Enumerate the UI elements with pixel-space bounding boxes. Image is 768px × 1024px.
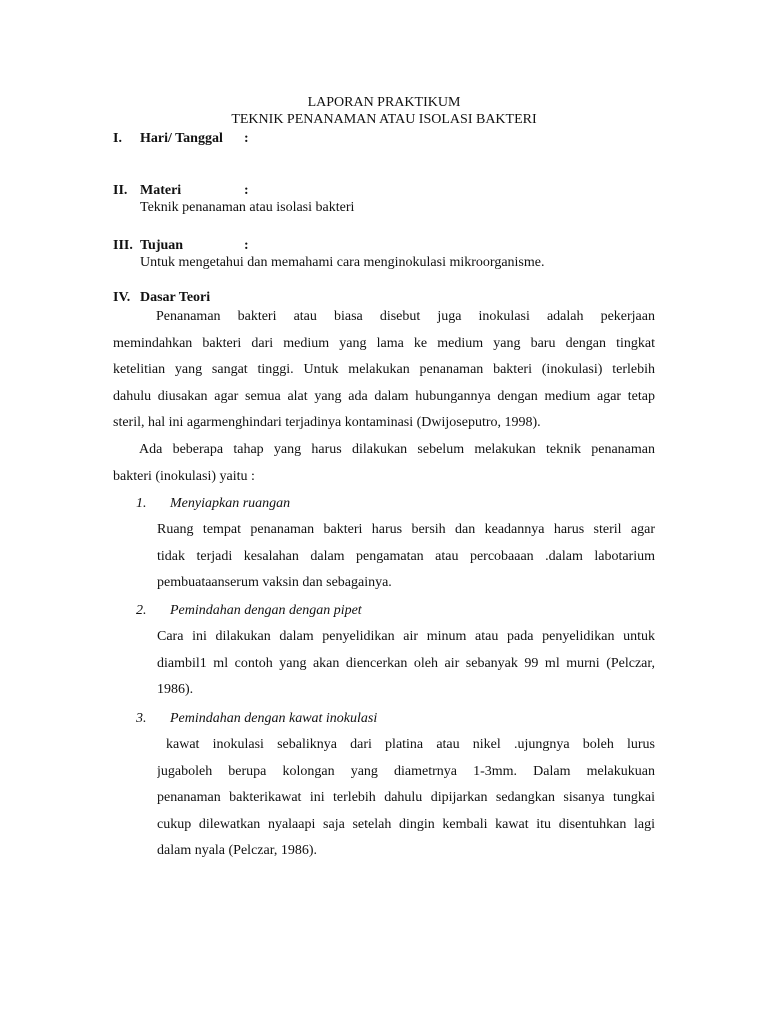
step-line: kawat inokulasi sebaliknya dari platina atau nikel .ujungnya boleh lurus (166, 737, 655, 752)
paragraph-line: bakteri (inokulasi) yaitu : (113, 468, 255, 484)
step-line: dalam nyala (Pelczar, 1986). (157, 843, 317, 859)
step-line: Ruang tempat penanaman bakteri harus bersih dan keadannya harus steril agar (157, 522, 655, 537)
step-line: pembuataanserum vaksin dan sebagainya. (157, 575, 392, 591)
section-2-colon: : (244, 183, 249, 198)
section-3-number: III. (113, 238, 133, 253)
section-2-number: II. (113, 183, 128, 198)
section-2-body: Teknik penanaman atau isolasi bakteri (140, 200, 355, 215)
step-3-body (157, 732, 655, 865)
step-1-number: 1. (136, 496, 147, 511)
report-title: LAPORAN PRAKTIKUM (307, 95, 461, 110)
section-3-label: Tujuan (140, 238, 184, 253)
step-line: tidak terjadi kesalahan dalam pengamatan atau percobaaan .dalam labotarium (157, 548, 655, 564)
step-1-body (157, 517, 655, 597)
step-line: 1986). (157, 682, 194, 698)
step-line: penanaman bakterikawat ini terlebih dahulu dipijarkan sedangkan sisanya tungkai (157, 790, 655, 806)
paragraph-line: ketelitian yang sangat tinggi. Untuk melakukan penanaman bakteri (inokulasi) terlebih (113, 362, 655, 378)
section-3-body: Untuk mengetahui dan memahami cara menginokulasi mikroorganisme. (140, 255, 545, 270)
theory-paragraph-2 (113, 437, 655, 490)
section-3-colon: : (244, 238, 249, 253)
paragraph-line: memindahkan bakteri dari medium yang lama ke medium yang baru dengan tingkat (113, 335, 655, 351)
step-line: cukup dilewatkan nyalaapi saja setelah dingin kembali kawat itu disentuhkan lagi (157, 816, 655, 832)
report-subtitle: TEKNIK PENANAMAN ATAU ISOLASI BAKTERI (231, 112, 537, 127)
step-3-number: 3. (136, 711, 147, 726)
section-4-label: Dasar Teori (140, 290, 211, 305)
paragraph-line: dahulu diusakan agar semua alat yang ada dalam hubungannya dengan medium agar tetap (113, 388, 655, 404)
step-2-body (157, 624, 655, 704)
section-1-label: Hari/ Tanggal (140, 131, 223, 146)
step-2-number: 2. (136, 603, 147, 618)
step-line: Cara ini dilakukan dalam penyelidikan air minum atau pada penyelidikan untuk (157, 629, 655, 644)
section-1-number: I. (113, 131, 122, 146)
section-2-label: Materi (140, 183, 182, 198)
section-1-colon: : (244, 131, 249, 146)
step-3-title: Pemindahan dengan kawat inokulasi (170, 711, 378, 726)
paragraph-line: Penanaman bakteri atau biasa disebut juga inokulasi adalah pekerjaan (156, 309, 655, 324)
paragraph-line: Ada beberapa tahap yang harus dilakukan sebelum melakukan teknik penanaman (139, 442, 655, 457)
step-line: diambil1 ml contoh yang akan diencerkan oleh air sebanyak 99 ml murni (Pelczar, (157, 655, 655, 671)
section-4-number: IV. (113, 290, 131, 305)
step-1-title: Menyiapkan ruangan (170, 496, 291, 511)
paragraph-line: steril, hal ini agarmenghindari terjadinya kontaminasi (Dwijoseputro, 1998). (113, 415, 541, 431)
step-2-title: Pemindahan dengan dengan pipet (170, 603, 362, 618)
step-line: jugaboleh berupa kolongan yang diametrnya 1-3mm. Dalam melakukuan (157, 763, 655, 779)
theory-paragraph-1 (113, 304, 655, 437)
